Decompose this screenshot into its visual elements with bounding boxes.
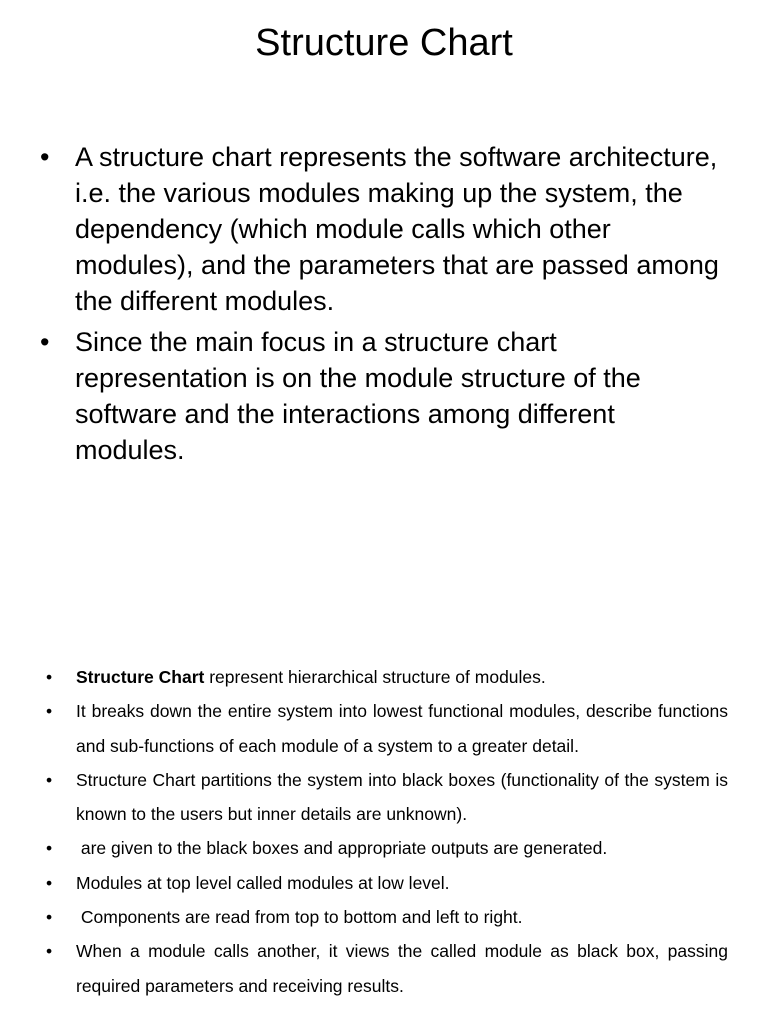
bullet-icon: • (46, 701, 53, 722)
bullet-icon: • (46, 769, 53, 790)
list-item-lead: Structure Chart (76, 667, 205, 687)
bullet-icon: • (46, 907, 53, 928)
bullet-icon: • (46, 667, 53, 687)
list-item-text: represent hierarchical structure of modules. (204, 667, 546, 687)
list-item-text: Since the main focus in a structure chart representation is on the module structure of the software and the interactions among different modules. (75, 327, 641, 465)
list-item-text: Modules at top level called modules at low level. (76, 872, 450, 893)
bullet-icon: • (40, 327, 50, 357)
bullet-icon: • (46, 872, 53, 893)
list-item-text: Components are read from top to bottom and left to right. (76, 907, 523, 928)
list-item (46, 900, 728, 934)
list-item-text: Structure Chart partitions the system into black boxes (functionality of the system is known to the users but inner details are unknown). (76, 769, 728, 825)
list-item-text: It breaks down the entire system into lowest functional modules, describe functions and sub-functions of each module of a system to a greater detail. (76, 701, 728, 756)
list-item (46, 763, 728, 832)
list-item-text: A structure chart represents the software architecture, i.e. the various modules making up the system, the dependency (which module calls which other modules), and the parameters that are passed among the different modules. (75, 142, 719, 316)
list-item-text: are given to the black boxes and appropriate outputs are generated. (76, 838, 608, 859)
page-title: Structure Chart (255, 22, 513, 64)
list-item (46, 866, 728, 900)
list-item-text: When a module calls another, it views the called module as black box, passing required parameters and receiving results. (76, 941, 728, 996)
list-item (46, 694, 728, 763)
detail-bullet-list (46, 660, 728, 1003)
list-item (46, 660, 728, 694)
bullet-icon: • (46, 941, 53, 962)
list-item (40, 324, 730, 468)
bullet-icon: • (40, 142, 50, 172)
list-item (40, 139, 730, 319)
list-item (46, 831, 728, 865)
bullet-icon: • (46, 838, 53, 859)
intro-bullet-list (40, 139, 730, 473)
list-item (46, 934, 728, 1003)
